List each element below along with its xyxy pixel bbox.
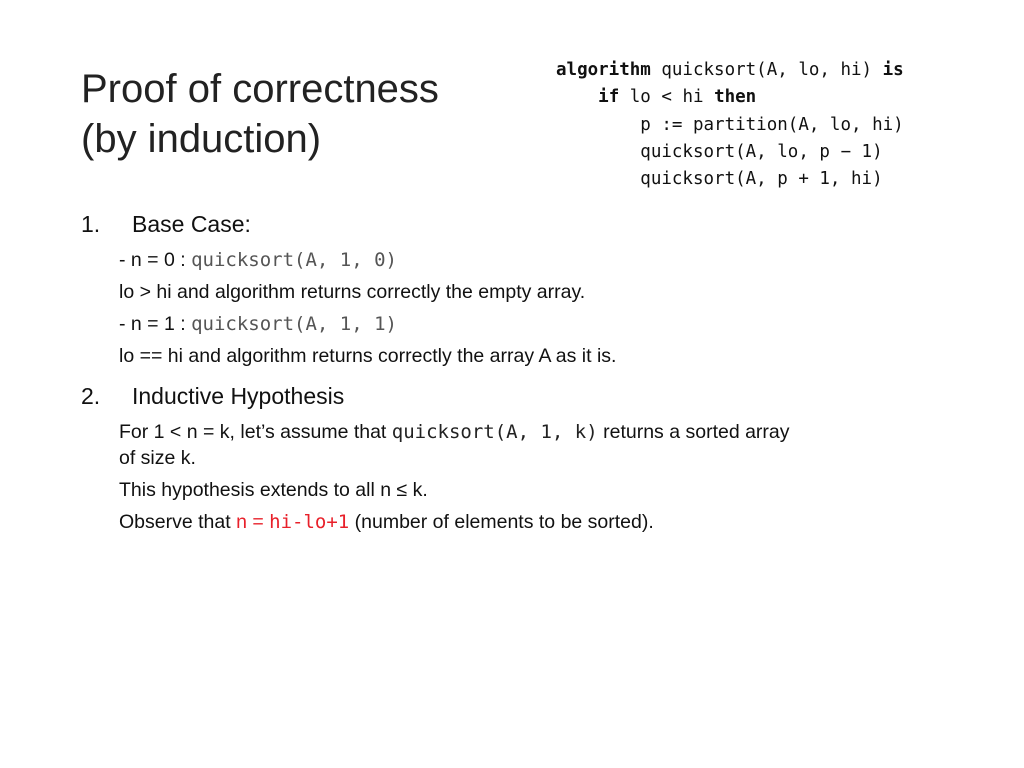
code-keyword-then: then	[714, 87, 757, 108]
case-prefix: - n = 1 :	[119, 313, 192, 335]
code-keyword-if: if	[598, 87, 620, 108]
code-line-1	[556, 57, 904, 84]
slide-content	[81, 207, 961, 535]
code-text: quicksort(A, lo, hi)	[650, 60, 883, 80]
code-line-2	[556, 84, 904, 111]
list-number: 1.	[81, 211, 101, 237]
hypothesis-suffix: returns a sorted array	[597, 421, 790, 443]
code-line-4: quicksort(A, lo, p − 1)	[556, 141, 883, 162]
hypothesis-extension: This hypothesis extends to all n ≤ k.	[119, 479, 428, 501]
case-code: quicksort(A, 1, 0)	[191, 249, 397, 271]
title-line-1: Proof of correctness	[81, 67, 439, 111]
list-item-base-case	[81, 207, 961, 241]
observation-n-equals: n =	[236, 511, 270, 533]
code-line-5: quicksort(A, p + 1, hi)	[556, 169, 883, 190]
list-heading: Base Case:	[132, 211, 251, 237]
observation-prefix: Observe that	[119, 511, 237, 533]
base-case-n0	[119, 247, 961, 273]
base-case-n1-description: lo == hi and algorithm returns correctly the array A as it is.	[119, 345, 617, 367]
list-number: 2.	[81, 383, 101, 409]
title-line-2: (by induction)	[81, 117, 322, 161]
code-line-3: p := partition(A, lo, hi)	[556, 114, 904, 135]
case-code: quicksort(A, 1, 1)	[191, 313, 397, 335]
list-heading: Inductive Hypothesis	[132, 383, 345, 409]
observation-formula: hi-lo+1	[269, 511, 350, 533]
hypothesis-suffix-2: of size k.	[119, 447, 196, 469]
code-keyword-is: is	[882, 60, 904, 80]
code-text: lo < hi	[619, 87, 715, 108]
observation-suffix: (number of elements to be sorted).	[349, 511, 654, 533]
slide-title	[81, 64, 439, 164]
observation	[119, 509, 961, 535]
base-case-n1	[119, 311, 961, 337]
hypothesis-statement	[119, 419, 961, 471]
code-keyword-algorithm: algorithm	[556, 60, 651, 80]
hypothesis-code: quicksort(A, 1, k)	[391, 421, 598, 443]
quicksort-pseudocode	[556, 57, 904, 193]
base-case-n0-description: lo > hi and algorithm returns correctly the empty array.	[119, 281, 586, 303]
case-prefix: - n = 0 :	[119, 249, 192, 271]
hypothesis-prefix: For 1 < n = k, let’s assume that	[119, 421, 392, 443]
list-item-inductive-hypothesis	[81, 379, 961, 413]
code-indent	[556, 87, 598, 107]
